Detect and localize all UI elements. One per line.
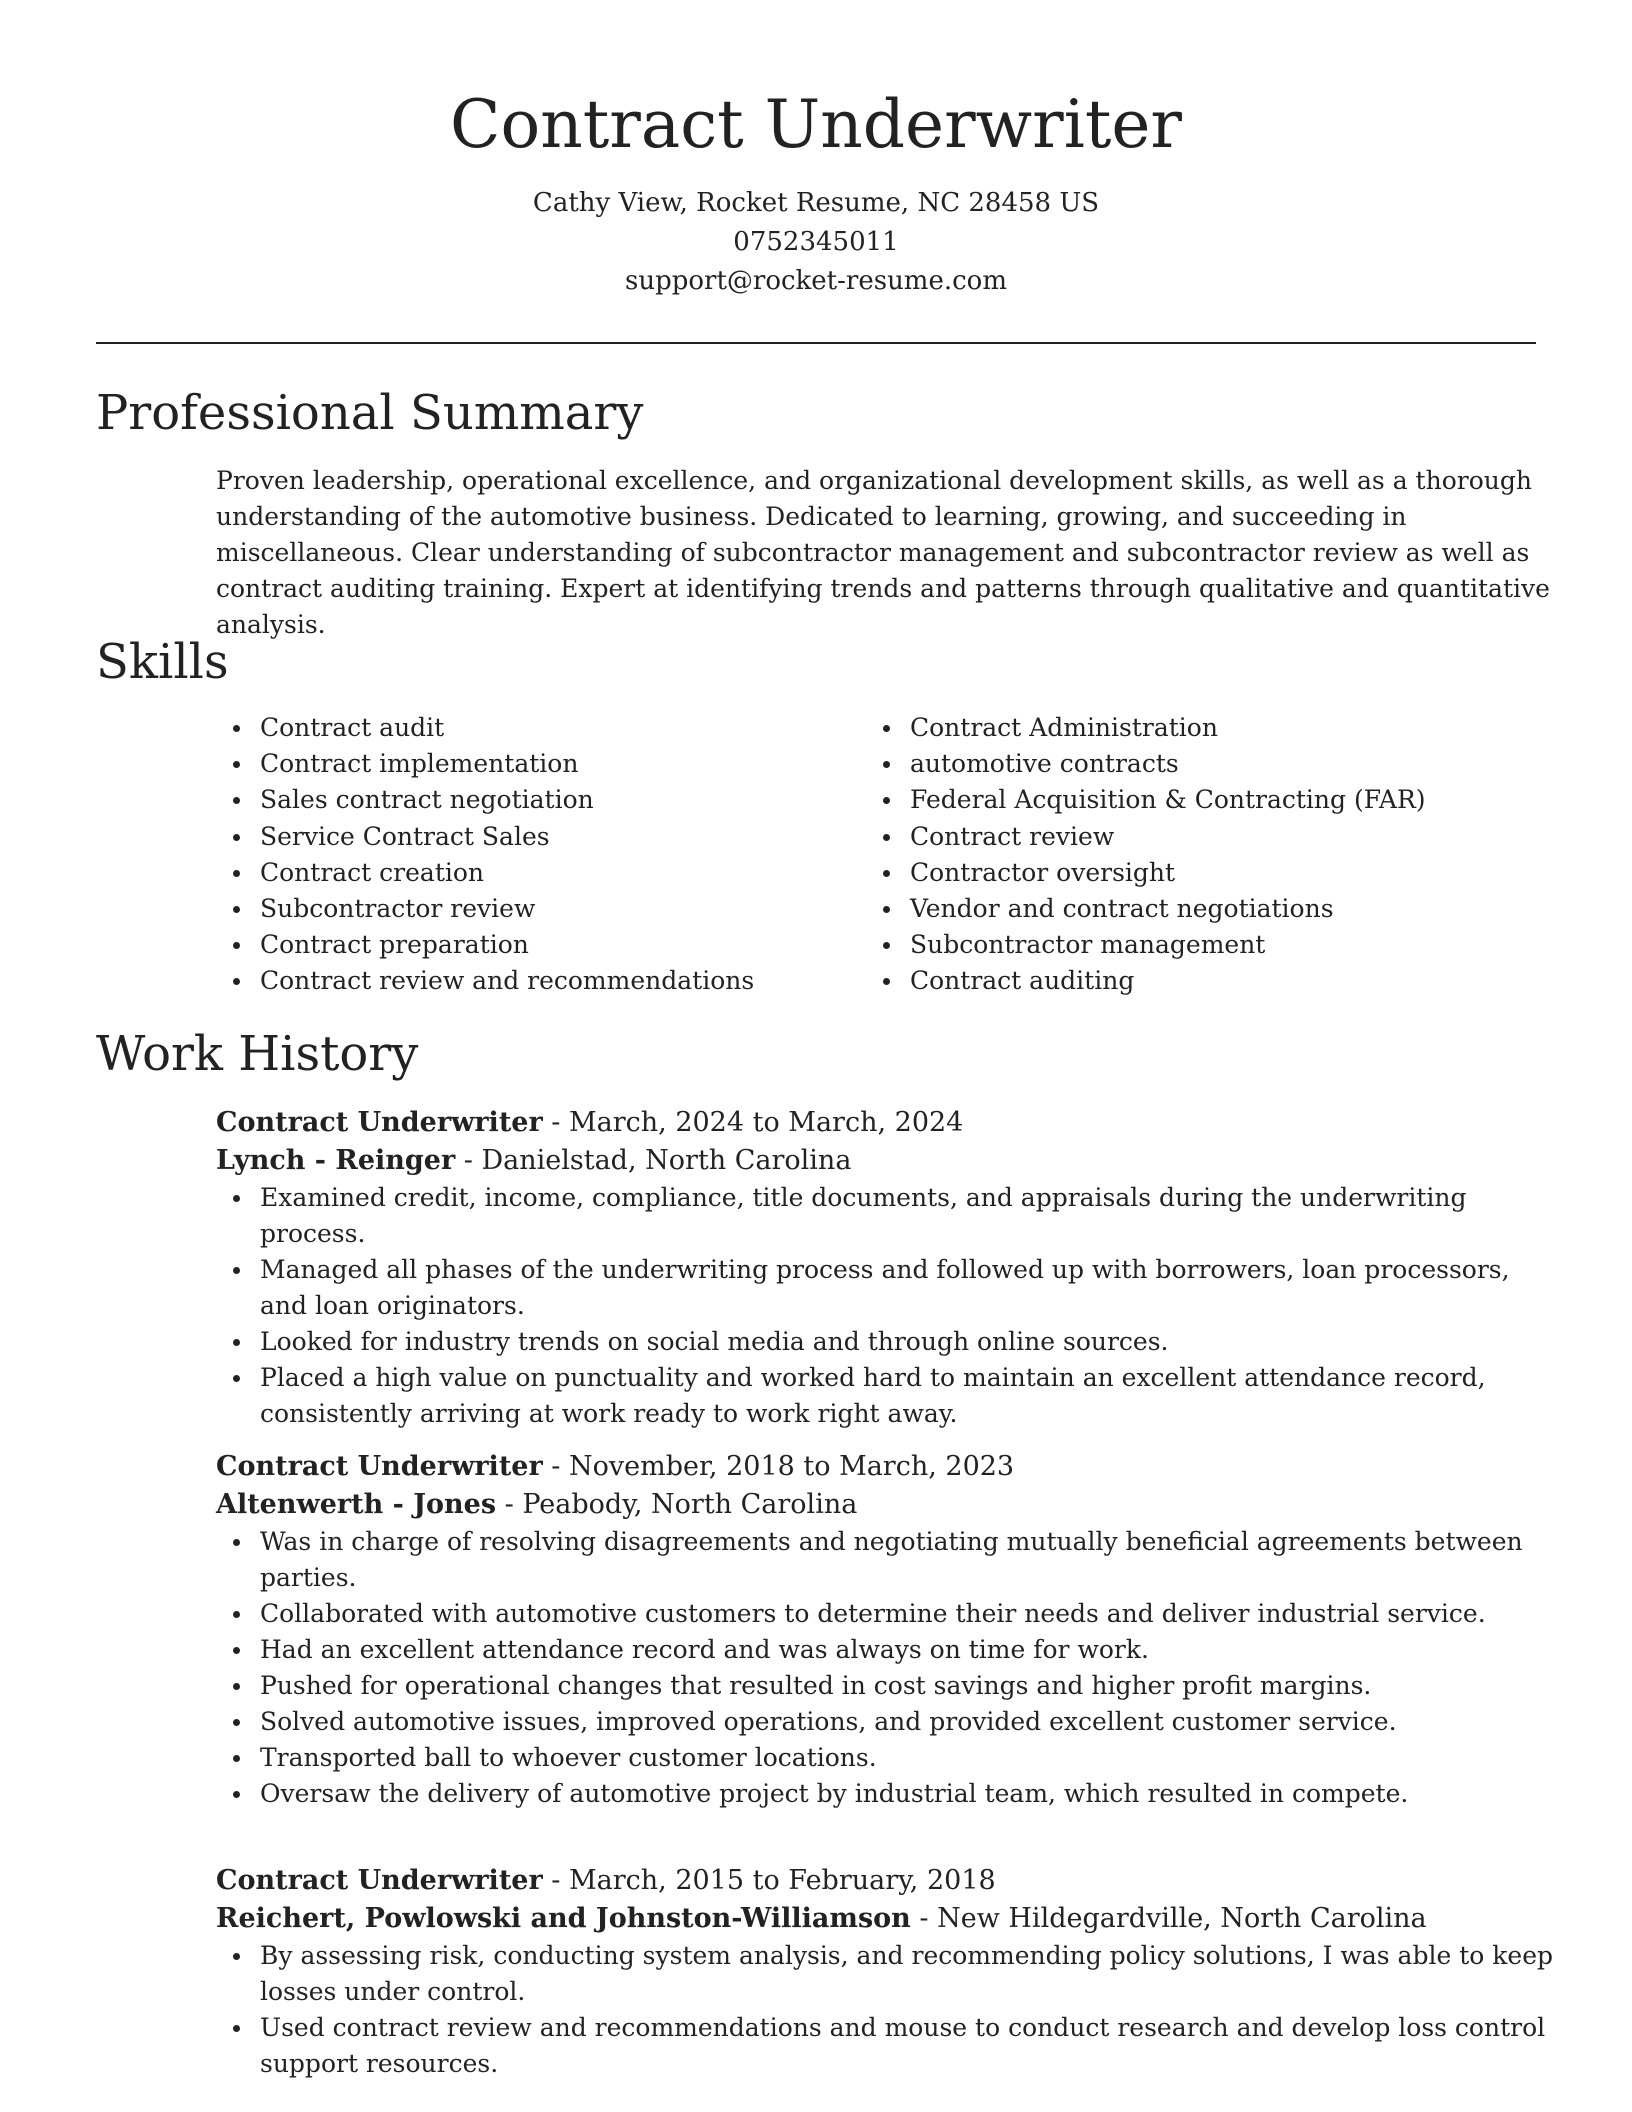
duty-item: By assessing risk, conducting system analysis, and recommending policy solutions, I was able to keep losses under control. bbox=[216, 1938, 1556, 2010]
skill-item: Vendor and contract negotiations bbox=[866, 891, 1556, 927]
duty-item: Placed a high value on punctuality and worked hard to maintain an excellent attendance record, consistently arriving at work ready to work right away. bbox=[216, 1360, 1556, 1432]
job-duties bbox=[216, 1524, 1556, 1812]
skill-item: Contract creation bbox=[216, 855, 856, 891]
job-title: Contract Underwriter bbox=[216, 1451, 543, 1482]
separator: - bbox=[455, 1145, 482, 1176]
duty-item: Used contract review and recommendations and mouse to conduct research and develop loss control support resources. bbox=[216, 2010, 1556, 2082]
job-duties bbox=[216, 1180, 1556, 1432]
skill-item: Subcontractor review bbox=[216, 891, 856, 927]
job-dates: November, 2018 to March, 2023 bbox=[569, 1451, 1015, 1482]
job-title: Contract Underwriter bbox=[216, 1107, 543, 1138]
duty-item: Transported ball to whoever customer locations. bbox=[216, 1740, 1556, 1776]
skills-list-left bbox=[216, 710, 856, 1000]
job-title-line bbox=[216, 1104, 1556, 1142]
duty-item: Pushed for operational changes that resulted in cost savings and higher profit margins. bbox=[216, 1668, 1556, 1704]
duty-item: Examined credit, income, compliance, title documents, and appraisals during the underwriting process. bbox=[216, 1180, 1556, 1252]
skill-item: Sales contract negotiation bbox=[216, 782, 856, 818]
job-location: Danielstad, North Carolina bbox=[481, 1145, 852, 1176]
duty-item: Looked for industry trends on social media and through online sources. bbox=[216, 1324, 1556, 1360]
duty-item: Collaborated with automotive customers to determine their needs and deliver industrial service. bbox=[216, 1596, 1556, 1632]
job-company-line bbox=[216, 1486, 1556, 1524]
duty-item: Had an excellent attendance record and was always on time for work. bbox=[216, 1632, 1556, 1668]
resume-header bbox=[0, 80, 1632, 301]
job-location: New Hildegardville, North Carolina bbox=[937, 1903, 1427, 1934]
job-duties bbox=[216, 1938, 1556, 2082]
section-title-summary: Professional Summary bbox=[96, 385, 644, 441]
duty-item: Solved automotive issues, improved operations, and provided excellent customer service. bbox=[216, 1704, 1556, 1740]
skill-item: Subcontractor management bbox=[866, 927, 1556, 963]
separator: - bbox=[496, 1489, 523, 1520]
job-location: Peabody, North Carolina bbox=[522, 1489, 858, 1520]
job-entry bbox=[216, 1448, 1556, 1812]
separator: - bbox=[542, 1451, 569, 1482]
skill-item: automotive contracts bbox=[866, 746, 1556, 782]
skill-item: Contract review bbox=[866, 819, 1556, 855]
summary-text: Proven leadership, operational excellence, and organizational development skills, as well as a thorough understanding of the automotive business. Dedicated to learning, growing, and succeeding in miscellaneous. Clear understanding of subcontractor management and subcontractor review as well as contract auditing training. Expert at identifying trends and patterns through qualitative and quantitative analysis. bbox=[216, 466, 1550, 639]
contact-email: support@rocket-resume.com bbox=[624, 266, 1007, 296]
job-company: Reichert, Powlowski and Johnston-Williamson bbox=[216, 1903, 911, 1934]
skill-item: Contractor oversight bbox=[866, 855, 1556, 891]
skill-item: Contract Administration bbox=[866, 710, 1556, 746]
job-dates: March, 2024 to March, 2024 bbox=[569, 1107, 964, 1138]
contact-phone: 0752345011 bbox=[733, 227, 899, 257]
duty-item: Oversaw the delivery of automotive project by industrial team, which resulted in compete. bbox=[216, 1776, 1556, 1812]
section-title-skills: Skills bbox=[96, 634, 229, 690]
separator: - bbox=[542, 1107, 569, 1138]
separator: - bbox=[910, 1903, 938, 1934]
skill-item: Contract implementation bbox=[216, 746, 856, 782]
skill-item: Contract audit bbox=[216, 710, 856, 746]
job-title: Contract Underwriter bbox=[216, 1865, 543, 1896]
header-divider bbox=[96, 342, 1536, 344]
job-company-line bbox=[216, 1142, 1556, 1180]
section-title-work-history: Work History bbox=[96, 1026, 419, 1082]
job-title-line bbox=[216, 1862, 1556, 1900]
job-company-line bbox=[216, 1900, 1556, 1938]
skill-item: Contract review and recommendations bbox=[216, 963, 856, 999]
skill-item: Contract auditing bbox=[866, 963, 1556, 999]
skill-item: Contract preparation bbox=[216, 927, 856, 963]
job-entry bbox=[216, 1104, 1556, 1432]
contact-address: Cathy View, Rocket Resume, NC 28458 US bbox=[532, 188, 1100, 218]
skill-item: Federal Acquisition & Contracting (FAR) bbox=[866, 782, 1556, 818]
duty-item: Was in charge of resolving disagreements and negotiating mutually beneficial agreements between parties. bbox=[216, 1524, 1556, 1596]
job-title-line bbox=[216, 1448, 1556, 1486]
separator: - bbox=[542, 1865, 569, 1896]
job-company: Altenwerth - Jones bbox=[216, 1489, 497, 1520]
job-entry bbox=[216, 1862, 1556, 2082]
duty-item: Managed all phases of the underwriting process and followed up with borrowers, loan processors, and loan originators. bbox=[216, 1252, 1556, 1324]
job-company: Lynch - Reinger bbox=[216, 1145, 456, 1176]
candidate-title: Contract Underwriter bbox=[450, 86, 1182, 163]
job-dates: March, 2015 to February, 2018 bbox=[569, 1865, 996, 1896]
skill-item: Service Contract Sales bbox=[216, 819, 856, 855]
skills-list-right bbox=[866, 710, 1556, 1000]
